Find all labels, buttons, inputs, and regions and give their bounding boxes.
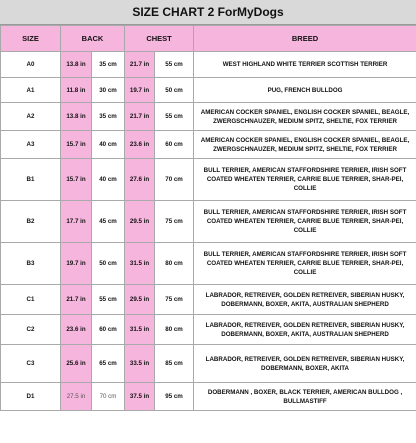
table-row [1,131,416,159]
table-row [1,78,416,103]
breed-cell: AMERICAN COCKER SPANIEL, ENGLISH COCKER SPANIEL, BEAGLE, ZWERGSCHNAUZER, MEDIUM SPITZ, SHELTIE, FOX TERRIER [194,103,416,131]
size-cell: A2 [1,103,61,131]
breed-cell: AMERICAN COCKER SPANIEL, ENGLISH COCKER SPANIEL, BEAGLE, ZWERGSCHNAUZER, MEDIUM SPITZ, SHELTIE, FOX TERRIER [194,131,416,159]
back-in-cell: 23.6 in [61,315,92,345]
chest-cm-cell: 80 cm [155,243,194,285]
back-in-cell: 13.8 in [61,103,92,131]
back-cm-cell: 45 cm [92,201,125,243]
table-row [1,201,416,243]
back-cm-cell: 35 cm [92,52,125,78]
back-cm-cell: 50 cm [92,243,125,285]
chest-in-cell: 37.5 in [125,383,155,411]
chest-cm-cell: 75 cm [155,285,194,315]
size-table [0,25,416,411]
chest-in-cell: 31.5 in [125,315,155,345]
chest-cm-cell: 80 cm [155,315,194,345]
chest-cm-cell: 55 cm [155,103,194,131]
back-in-cell: 27.5 in [61,383,92,411]
size-cell: B3 [1,243,61,285]
chest-cm-cell: 85 cm [155,345,194,383]
back-in-cell: 15.7 in [61,159,92,201]
chest-cm-cell: 55 cm [155,52,194,78]
chest-cm-cell: 60 cm [155,131,194,159]
size-cell: A0 [1,52,61,78]
size-cell: A3 [1,131,61,159]
back-cm-cell: 70 cm [92,383,125,411]
breed-cell: LABRADOR, RETREIVER, GOLDEN RETREIVER, SIBERIAN HUSKY, DOBERMANN, BOXER, AKITA, AUSTRALIAN SHEPHERD [194,285,416,315]
chest-in-cell: 27.6 in [125,159,155,201]
back-cm-cell: 35 cm [92,103,125,131]
size-cell: D1 [1,383,61,411]
size-cell: A1 [1,78,61,103]
chest-in-cell: 29.5 in [125,201,155,243]
chest-in-cell: 19.7 in [125,78,155,103]
breed-cell: BULL TERRIER, AMERICAN STAFFORDSHIRE TERRIER, IRISH SOFT COATED WHEATEN TERRIER, CARRIE BLUE TERRIER, SHAR-PEI, COLLIE [194,201,416,243]
header-row [1,26,416,52]
size-cell: B1 [1,159,61,201]
size-cell: C2 [1,315,61,345]
table-row [1,103,416,131]
breed-cell: WEST HIGHLAND WHITE TERRIER SCOTTISH TERRIER [194,52,416,78]
breed-cell: LABRADOR, RETREIVER, GOLDEN RETREIVER, SIBERIAN HUSKY, DOBERMANN, BOXER, AKITA, AUSTRALIAN SHEPHERD [194,315,416,345]
back-cm-cell: 60 cm [92,315,125,345]
size-cell: C1 [1,285,61,315]
back-in-cell: 13.8 in [61,52,92,78]
back-cm-cell: 55 cm [92,285,125,315]
back-cm-cell: 30 cm [92,78,125,103]
chest-in-cell: 21.7 in [125,52,155,78]
table-row [1,243,416,285]
chest-in-cell: 29.5 in [125,285,155,315]
chest-in-cell: 33.5 in [125,345,155,383]
chest-in-cell: 31.5 in [125,243,155,285]
header-chest: CHEST [125,26,194,52]
back-cm-cell: 65 cm [92,345,125,383]
back-in-cell: 19.7 in [61,243,92,285]
chest-cm-cell: 75 cm [155,201,194,243]
back-in-cell: 17.7 in [61,201,92,243]
size-cell: C3 [1,345,61,383]
table-row [1,315,416,345]
table-row [1,285,416,315]
chest-cm-cell: 50 cm [155,78,194,103]
breed-cell: LABRADOR, RETREIVER, GOLDEN RETREIVER, SIBERIAN HUSKY, DOBERMANN, BOXER, AKITA [194,345,416,383]
header-back: BACK [61,26,125,52]
table-row [1,383,416,411]
back-in-cell: 11.8 in [61,78,92,103]
breed-cell: BULL TERRIER, AMERICAN STAFFORDSHIRE TERRIER, IRISH SOFT COATED WHEATEN TERRIER, CARRIE BLUE TERRIER, SHAR-PEI, COLLIE [194,243,416,285]
back-cm-cell: 40 cm [92,159,125,201]
chart-title: SIZE CHART 2 ForMyDogs [0,0,416,25]
chest-in-cell: 23.6 in [125,131,155,159]
chest-cm-cell: 95 cm [155,383,194,411]
header-size: SIZE [1,26,61,52]
breed-cell: BULL TERRIER, AMERICAN STAFFORDSHIRE TERRIER, IRISH SOFT COATED WHEATEN TERRIER, CARRIE BLUE TERRIER, SHAR-PEI, COLLIE [194,159,416,201]
back-in-cell: 21.7 in [61,285,92,315]
breed-cell: PUG, FRENCH BULLDOG [194,78,416,103]
back-in-cell: 25.6 in [61,345,92,383]
size-cell: B2 [1,201,61,243]
chest-in-cell: 21.7 in [125,103,155,131]
table-row [1,345,416,383]
breed-cell: DOBERMANN , BOXER, BLACK TERRIER, AMERICAN BULLDOG , BULLMASTIFF [194,383,416,411]
table-row [1,52,416,78]
table-row [1,159,416,201]
chest-cm-cell: 70 cm [155,159,194,201]
back-in-cell: 15.7 in [61,131,92,159]
header-breed: BREED [194,26,416,52]
back-cm-cell: 40 cm [92,131,125,159]
